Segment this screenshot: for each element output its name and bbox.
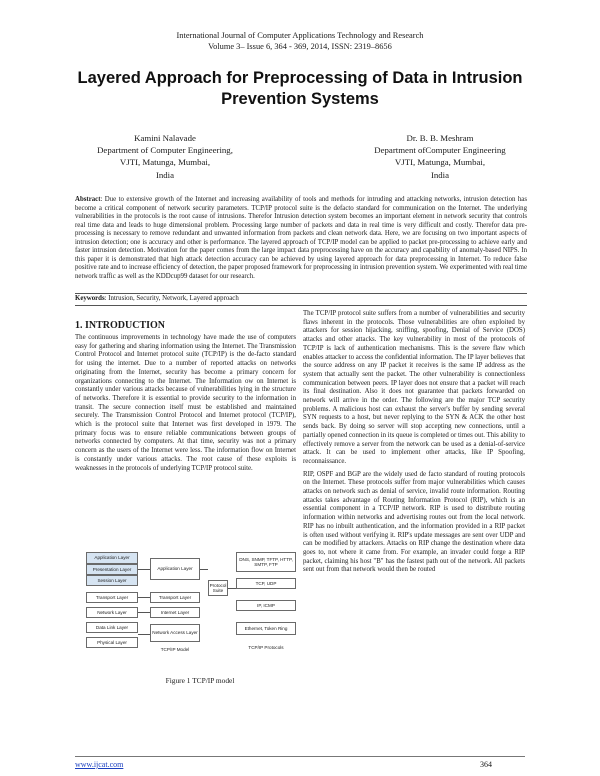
author-country: India bbox=[430, 169, 450, 180]
keywords-rule-bottom bbox=[75, 305, 527, 306]
footer-rule bbox=[75, 756, 525, 757]
journal-name: International Journal of Computer Applications Technology and Research bbox=[176, 31, 424, 40]
protocol-box: TCP, UDP bbox=[236, 578, 296, 589]
keywords-text: : Intrusion, Security, Network, Layered approach bbox=[104, 295, 239, 302]
keywords-label: Keywords bbox=[75, 295, 105, 302]
tcpip-layer-box: Network Access Layer bbox=[150, 624, 200, 642]
right-column bbox=[303, 310, 525, 575]
journal-header bbox=[0, 30, 600, 52]
osi-layer-box: Network Layer bbox=[86, 607, 138, 618]
abstract-text: : Due to extensive growth of the Internet and increasing availability of tools and methods for intruding and attacking networks, intrusion detection has become a critical component of network security parameters. TCP/IP protocol suite is the defacto standard for communication on the Internet. The underlying vulnerabilities in the protocols is the root cause of intrusions. Therefor Intrusion detection system becomes an important element in network security that controls real time data and leads to huge dimensional problem. Processing large number of packets and data in real time is very difficult and costly. Therefor data pre-processing is necessary to remove redundant and unwanted information from packets and clean network data. Here, we are focusing on two important aspects of intrusion detection; one is accuracy and other is performance. The layered approach of TCP/IP model can be applied to packet pre-processing to achieve early and faster intrusion detection. Motivation for the paper comes from the large impact data preprocessing have on the accuracy and capability of anomaly-based NIPS. In this paper it is demonstrated that high attack detection accuracy can be achieved by using layered approach for data preprocessing in Internet. To reduce false positive rate and to increase efficiency of detection, the paper proposed framework for preprocessing in intrusion prevention system. We experimented with real time network traffic as well as the KDDcup99 dataset for our research. bbox=[75, 196, 527, 280]
journal-website-link[interactable]: www.ijcat.com bbox=[75, 760, 124, 769]
tcp-vulnerabilities-paragraph: The TCP/IP protocol suite suffers from a number of vulnerabilities and security flaws inherent in the protocols. Those vulnerabilities are often exploited by attackers for session hijacking, sniffing, spoofing, Denial of Service (DOS) attacks and other attacks. The key vulnerability in most of the protocols of TCP/IP is lack of authentication mechanisms. This is the severe flaw which enables attacker to access the confidential information. The IP layer believes that the source address on any IP packet it receives is the same IP address as the system that actually sent the packet. The other vulnerability is connectionless communication between peers. IP layer does not ensure that a packet will reach its final destination. Also it does not guarantee that packets forwarded on network will arrive in the order. The following are the major TCP security problems. A malicious host can exhaust the server's buffer by sending several SYN requests to a host, but never replying to the SYN & ACK the other host sends back. By doing so server will stop accepting new connections, until a partially opened connection in its queue is completed or times out. This ability to effectively remove a server from the network can be used as a denial-of-service attack. It can be used to implement other attacks, like IP Spoofing, reconnaissance. bbox=[303, 310, 525, 465]
tcpip-model-label: TCP/IP Model bbox=[160, 647, 190, 653]
keywords bbox=[75, 295, 527, 304]
left-column bbox=[75, 318, 296, 473]
abstract-label: Abstract bbox=[75, 196, 101, 203]
protocol-box: DNS, SNMP, TFTP, HTTP, SMTP, FTP bbox=[236, 552, 296, 572]
tcpip-layer-box: Application Layer bbox=[150, 558, 200, 580]
osi-layer-box: Session Layer bbox=[86, 575, 138, 586]
author-name: Kamini Nalavade bbox=[134, 133, 196, 143]
connector-line bbox=[138, 569, 150, 570]
paper-title: Layered Approach for Preprocessing of Data in Intrusion Prevention Systems bbox=[77, 69, 523, 108]
osi-layer-box: Application Layer bbox=[86, 552, 138, 564]
osi-layer-box: Transport Layer bbox=[86, 592, 138, 603]
tcpip-layer-box: Transport Layer bbox=[150, 592, 200, 603]
abstract bbox=[75, 196, 527, 281]
protocol-box: IP, ICMP bbox=[236, 600, 296, 611]
osi-layer-box: Data Link Layer bbox=[86, 622, 138, 633]
connector-line bbox=[228, 588, 236, 589]
keywords-rule-top bbox=[75, 293, 527, 294]
protocol-box: Ethernet, Token Ring bbox=[236, 622, 296, 635]
connector-line bbox=[138, 612, 150, 613]
osi-layer-box: Physical Layer bbox=[86, 637, 138, 648]
author-name: Dr. B. B. Meshram bbox=[406, 133, 474, 143]
routing-protocols-paragraph: RIP, OSPF and BGP are the widely used de facto standard of routing protocols on the Internet. These protocols suffer from major vulnerabilities which causes attacks on network such as denial of service, invalid route information. Routing attacks takes advantage of Routing Information Protocol (RIP), which is an essential component in a TCP/IP network. RIP is used to distribute routing information within networks and advertising routes out from the local network. RIP has no inbuilt authentication, and the information provided in a RIP packet is often used without verifying it. RIP's update messages are sent over UDP and can be modified by attackers. Attacks on RIP change the destination where data goes to, not where it came from. For example, an invader could forge a RIP packet, claiming his host "B" has the fastest path out of the network. All packets sent out from that network would then be routed bbox=[303, 470, 525, 574]
protocols-label: TCP/IP Protocols bbox=[248, 645, 284, 651]
protocol-suite-box: Protocol Suite bbox=[208, 580, 228, 596]
author-institute: VJTI, Matunga, Mumbai, bbox=[119, 157, 211, 168]
tcpip-layer-box: Internet Layer bbox=[150, 607, 200, 618]
author-country: India bbox=[155, 169, 175, 180]
page-number: 364 bbox=[480, 760, 492, 769]
section-heading-introduction: 1. INTRODUCTION bbox=[75, 320, 166, 331]
figure-caption: Figure 1 TCP/IP model bbox=[165, 676, 235, 685]
author-department: Department ofComputer Engineering bbox=[374, 145, 506, 156]
author-block-2 bbox=[330, 132, 550, 181]
figure-tcpip-model bbox=[86, 552, 296, 664]
intro-paragraph: The continuous improvements in technology have made the use of computers easy for gathering and sharing information using the Internet. The Transmission Control Protocol and Internet protocol suite (TCP/IP) is the de-facto standard for using the internet. Due to a number of reported attacks on networks originating from the Internet, security has become a primary concern for organizations connecting to the Internet. The Information ow on Internet is constantly under various attacks because of vulnerabilities lying in the structure of networks. Therefore it is essential to provide security to the information in transit. The secure connection itself must be established and maintained securely. The Transmission Control Protocol and Internet protocol (TCP/IP), which is the protocol suite that Internet was first developed in 1979. The primary focus was to ensure reliable communications between groups of networks connected by computers. At that time, security was not a primary concern as the users of the Internet were less. The information flow on Internet is constantly under various attacks. The root cause of these exploits is weaknesses in the protocols of underlying TCP/IP protocol suite. bbox=[75, 334, 296, 472]
author-institute: VJTI, Matunga, Mumbai, bbox=[394, 157, 486, 168]
connector-line bbox=[138, 597, 150, 598]
connector-line bbox=[138, 634, 150, 635]
osi-layer-box: Presentation Layer bbox=[86, 564, 138, 575]
author-block-1 bbox=[55, 132, 275, 181]
author-department: Department of Computer Engineering, bbox=[97, 145, 233, 156]
journal-volume: Volume 3– Issue 6, 364 - 369, 2014, ISSN: 2319–8656 bbox=[208, 42, 392, 51]
connector-line bbox=[200, 569, 208, 570]
